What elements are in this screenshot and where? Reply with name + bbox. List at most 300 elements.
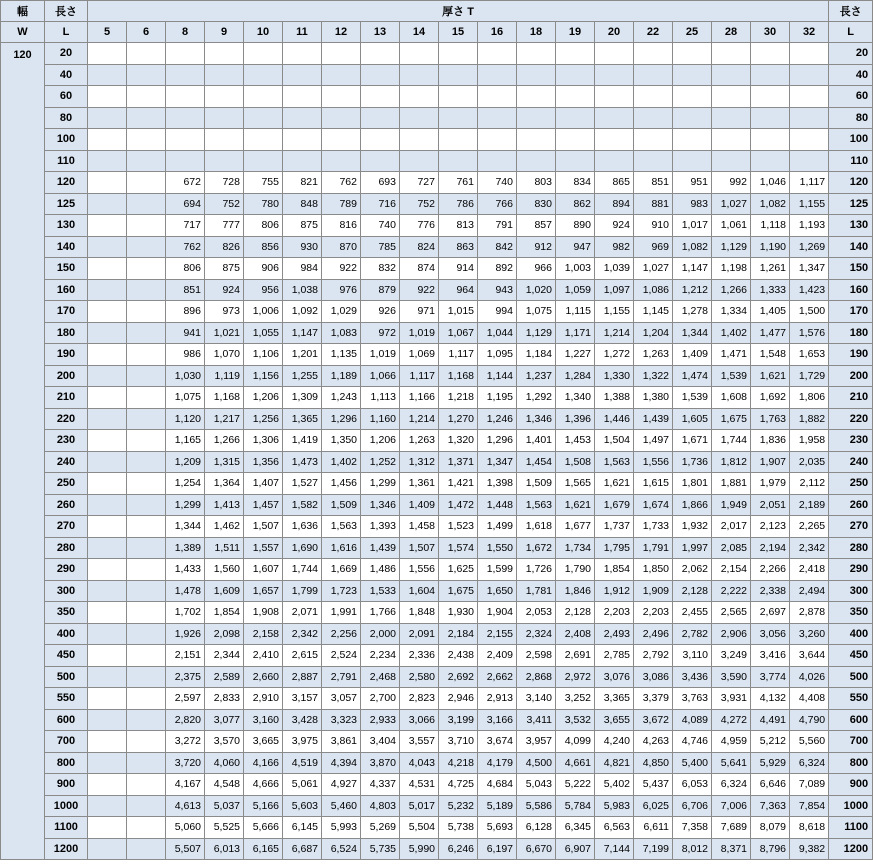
price-cell (673, 107, 712, 129)
table-row (1, 408, 873, 430)
price-cell: 727 (400, 172, 439, 194)
price-cell (595, 86, 634, 108)
price-cell: 1,599 (478, 559, 517, 581)
price-cell (556, 64, 595, 86)
price-cell: 1,115 (556, 301, 595, 323)
table-row (1, 64, 873, 86)
price-cell: 2,700 (361, 688, 400, 710)
price-cell (517, 86, 556, 108)
price-cell: 3,774 (751, 666, 790, 688)
price-cell: 3,763 (673, 688, 712, 710)
price-cell: 2,091 (400, 623, 439, 645)
price-cell: 1,675 (439, 580, 478, 602)
price-cell (127, 279, 166, 301)
table-row (1, 301, 873, 323)
price-cell: 2,913 (478, 688, 517, 710)
price-cell: 1,252 (361, 451, 400, 473)
price-cell (517, 150, 556, 172)
price-cell: 4,666 (244, 774, 283, 796)
price-cell: 2,468 (361, 666, 400, 688)
price-cell: 2,496 (634, 623, 673, 645)
price-cell: 1,147 (673, 258, 712, 280)
price-cell (88, 537, 127, 559)
price-cell: 982 (595, 236, 634, 258)
price-cell: 1,361 (400, 473, 439, 495)
price-cell: 1,296 (322, 408, 361, 430)
price-cell (88, 365, 127, 387)
length-cell: 140 (45, 236, 88, 258)
length-cell-right: 60 (829, 86, 873, 108)
price-cell: 1,155 (595, 301, 634, 323)
price-cell: 2,494 (790, 580, 829, 602)
price-cell: 1,458 (400, 516, 439, 538)
length-cell-right: 1000 (829, 795, 873, 817)
price-cell: 4,850 (634, 752, 673, 774)
price-cell: 5,460 (322, 795, 361, 817)
price-cell: 1,672 (517, 537, 556, 559)
price-cell: 1,019 (361, 344, 400, 366)
length-cell-right: 140 (829, 236, 873, 258)
price-cell: 1,069 (400, 344, 439, 366)
price-cell: 1,507 (400, 537, 439, 559)
price-cell (166, 64, 205, 86)
price-cell: 717 (166, 215, 205, 237)
price-cell (205, 150, 244, 172)
price-cell (790, 86, 829, 108)
price-cell (127, 752, 166, 774)
length-cell-right: 800 (829, 752, 873, 774)
price-cell: 2,598 (517, 645, 556, 667)
price-cell (88, 731, 127, 753)
table-row (1, 709, 873, 731)
price-cell: 1,070 (205, 344, 244, 366)
price-cell: 1,846 (556, 580, 595, 602)
price-cell: 2,256 (322, 623, 361, 645)
thickness-header-32: 32 (790, 22, 829, 43)
price-cell (751, 86, 790, 108)
price-cell: 5,784 (556, 795, 595, 817)
price-cell: 5,504 (400, 817, 439, 839)
price-cell (88, 688, 127, 710)
price-cell: 1,160 (361, 408, 400, 430)
price-cell: 1,806 (790, 387, 829, 409)
price-cell: 1,504 (595, 430, 634, 452)
price-cell: 3,870 (361, 752, 400, 774)
price-cell: 912 (517, 236, 556, 258)
price-cell (127, 430, 166, 452)
price-cell (127, 172, 166, 194)
length-cell-right: 280 (829, 537, 873, 559)
price-cell: 3,570 (205, 731, 244, 753)
price-cell: 1,198 (712, 258, 751, 280)
price-cell (127, 817, 166, 839)
price-cell: 4,394 (322, 752, 361, 774)
price-cell: 1,979 (751, 473, 790, 495)
price-cell: 1,306 (244, 430, 283, 452)
price-cell: 5,525 (205, 817, 244, 839)
table-row (1, 86, 873, 108)
price-cell: 1,625 (439, 559, 478, 581)
price-cell: 1,371 (439, 451, 478, 473)
price-cell: 2,342 (790, 537, 829, 559)
price-cell: 4,548 (205, 774, 244, 796)
price-cell: 951 (673, 172, 712, 194)
price-cell: 4,927 (322, 774, 361, 796)
price-cell: 8,012 (673, 838, 712, 860)
length-cell: 60 (45, 86, 88, 108)
price-cell (127, 236, 166, 258)
price-cell: 1,237 (517, 365, 556, 387)
length-cell-right: 900 (829, 774, 873, 796)
price-cell: 785 (361, 236, 400, 258)
price-cell: 5,402 (595, 774, 634, 796)
price-cell (673, 86, 712, 108)
price-cell: 4,263 (634, 731, 673, 753)
price-cell: 2,493 (595, 623, 634, 645)
price-cell: 1,456 (322, 473, 361, 495)
price-cell (127, 344, 166, 366)
price-cell: 1,118 (751, 215, 790, 237)
price-cell: 1,266 (205, 430, 244, 452)
price-cell: 3,720 (166, 752, 205, 774)
price-cell: 2,565 (712, 602, 751, 624)
price-cell: 956 (244, 279, 283, 301)
price-cell: 1,690 (283, 537, 322, 559)
price-cell: 1,446 (595, 408, 634, 430)
price-cell: 832 (361, 258, 400, 280)
price-cell: 1,019 (400, 322, 439, 344)
price-cell: 1,930 (439, 602, 478, 624)
price-cell: 1,539 (673, 387, 712, 409)
price-cell: 6,165 (244, 838, 283, 860)
price-cell: 969 (634, 236, 673, 258)
price-cell: 8,371 (712, 838, 751, 860)
price-cell: 1,671 (673, 430, 712, 452)
price-cell: 2,234 (361, 645, 400, 667)
price-cell: 6,687 (283, 838, 322, 860)
price-cell: 1,790 (556, 559, 595, 581)
length-cell: 270 (45, 516, 88, 538)
length-cell-right: 1200 (829, 838, 873, 860)
right-length-unit-label: L (829, 22, 873, 43)
length-cell: 200 (45, 365, 88, 387)
length-cell: 120 (45, 172, 88, 194)
price-cell: 6,524 (322, 838, 361, 860)
price-cell: 2,035 (790, 451, 829, 473)
price-cell (673, 129, 712, 151)
price-cell (361, 150, 400, 172)
price-cell: 2,128 (556, 602, 595, 624)
price-cell (361, 107, 400, 129)
price-cell: 4,089 (673, 709, 712, 731)
price-cell: 994 (478, 301, 517, 323)
price-cell (127, 731, 166, 753)
length-cell: 80 (45, 107, 88, 129)
price-cell: 1,189 (322, 365, 361, 387)
table-row (1, 344, 873, 366)
price-cell: 7,089 (790, 774, 829, 796)
table-row (1, 451, 873, 473)
price-cell: 1,256 (244, 408, 283, 430)
price-cell: 3,672 (634, 709, 673, 731)
length-cell-right: 125 (829, 193, 873, 215)
thickness-header-label: 厚さ T (88, 1, 829, 22)
price-cell: 3,411 (517, 709, 556, 731)
price-cell: 2,222 (712, 580, 751, 602)
price-cell: 1,462 (205, 516, 244, 538)
price-cell: 1,560 (205, 559, 244, 581)
price-cell: 1,389 (166, 537, 205, 559)
length-cell: 700 (45, 731, 88, 753)
price-cell: 947 (556, 236, 595, 258)
price-cell: 1,272 (595, 344, 634, 366)
price-cell: 816 (322, 215, 361, 237)
price-cell: 4,684 (478, 774, 517, 796)
price-cell: 1,621 (751, 365, 790, 387)
price-cell: 1,563 (322, 516, 361, 538)
price-cell: 1,201 (283, 344, 322, 366)
price-cell (127, 709, 166, 731)
price-cell: 1,556 (400, 559, 439, 581)
length-cell: 130 (45, 215, 88, 237)
price-cell: 851 (634, 172, 673, 194)
price-cell (88, 473, 127, 495)
price-cell: 1,615 (634, 473, 673, 495)
price-cell: 1,193 (790, 215, 829, 237)
price-cell: 3,160 (244, 709, 283, 731)
price-cell (88, 107, 127, 129)
price-cell: 7,358 (673, 817, 712, 839)
price-cell: 694 (166, 193, 205, 215)
length-cell-right: 260 (829, 494, 873, 516)
price-cell: 1,145 (634, 301, 673, 323)
price-cell: 6,324 (790, 752, 829, 774)
price-cell: 1,557 (244, 537, 283, 559)
price-cell: 5,507 (166, 838, 205, 860)
price-cell (88, 430, 127, 452)
price-cell: 1,061 (712, 215, 751, 237)
price-cell: 881 (634, 193, 673, 215)
table-row (1, 666, 873, 688)
price-cell: 2,692 (439, 666, 478, 688)
price-cell: 752 (205, 193, 244, 215)
price-cell: 1,926 (166, 623, 205, 645)
length-cell: 150 (45, 258, 88, 280)
price-cell: 672 (166, 172, 205, 194)
price-cell: 2,000 (361, 623, 400, 645)
price-cell (127, 322, 166, 344)
price-cell (400, 129, 439, 151)
price-cell: 1,791 (634, 537, 673, 559)
price-cell (127, 795, 166, 817)
price-cell (127, 666, 166, 688)
price-cell: 1,533 (361, 580, 400, 602)
price-cell: 1,055 (244, 322, 283, 344)
price-cell: 1,563 (595, 451, 634, 473)
table-row (1, 752, 873, 774)
price-cell: 1,477 (751, 322, 790, 344)
price-cell: 2,820 (166, 709, 205, 731)
length-cell-right: 1100 (829, 817, 873, 839)
price-cell (127, 43, 166, 65)
table-row (1, 430, 873, 452)
price-cell (127, 516, 166, 538)
price-cell (88, 322, 127, 344)
length-cell: 800 (45, 752, 88, 774)
price-cell: 2,266 (751, 559, 790, 581)
price-cell: 984 (283, 258, 322, 280)
price-cell: 766 (478, 193, 517, 215)
price-cell: 3,665 (244, 731, 283, 753)
price-cell: 1,312 (400, 451, 439, 473)
length-cell: 230 (45, 430, 88, 452)
price-cell: 1,908 (244, 602, 283, 624)
price-cell: 1,473 (283, 451, 322, 473)
price-cell: 2,823 (400, 688, 439, 710)
price-cell (634, 86, 673, 108)
price-cell: 4,179 (478, 752, 517, 774)
price-cell: 1,882 (790, 408, 829, 430)
price-cell: 1,795 (595, 537, 634, 559)
length-cell: 100 (45, 129, 88, 151)
price-cell (127, 688, 166, 710)
price-cell: 1,346 (361, 494, 400, 516)
price-cell (751, 107, 790, 129)
price-cell: 1,156 (244, 365, 283, 387)
price-cell: 1,409 (673, 344, 712, 366)
price-cell: 1,204 (634, 322, 673, 344)
thickness-header-8: 8 (166, 22, 205, 43)
price-cell: 2,098 (205, 623, 244, 645)
price-cell: 1,021 (205, 322, 244, 344)
price-cell: 1,059 (556, 279, 595, 301)
price-cell: 848 (283, 193, 322, 215)
price-cell: 1,117 (439, 344, 478, 366)
price-cell (478, 64, 517, 86)
price-cell: 1,092 (283, 301, 322, 323)
price-cell: 1,350 (322, 430, 361, 452)
price-cell: 1,605 (673, 408, 712, 430)
price-cell: 3,674 (478, 731, 517, 753)
price-cell (790, 107, 829, 129)
table-row (1, 516, 873, 538)
price-cell: 1,083 (322, 322, 361, 344)
price-cell: 4,099 (556, 731, 595, 753)
width-value: 120 (1, 43, 45, 860)
price-cell: 1,334 (712, 301, 751, 323)
price-cell: 3,272 (166, 731, 205, 753)
price-cell: 1,117 (790, 172, 829, 194)
price-cell (283, 64, 322, 86)
price-cell (88, 193, 127, 215)
price-cell: 1,299 (361, 473, 400, 495)
price-cell: 851 (166, 279, 205, 301)
price-cell: 5,017 (400, 795, 439, 817)
price-cell: 1,168 (205, 387, 244, 409)
price-cell: 4,821 (595, 752, 634, 774)
price-cell: 4,491 (751, 709, 790, 731)
price-cell (634, 64, 673, 86)
price-cell: 5,166 (244, 795, 283, 817)
price-cell: 2,438 (439, 645, 478, 667)
price-cell: 1,402 (322, 451, 361, 473)
price-cell: 1,507 (244, 516, 283, 538)
price-cell: 1,726 (517, 559, 556, 581)
price-cell (88, 344, 127, 366)
price-cell: 5,437 (634, 774, 673, 796)
table-row (1, 602, 873, 624)
price-cell (127, 64, 166, 86)
price-cell: 3,557 (400, 731, 439, 753)
price-cell (439, 43, 478, 65)
price-cell: 1,848 (400, 602, 439, 624)
price-cell (88, 795, 127, 817)
price-cell: 1,548 (751, 344, 790, 366)
price-cell: 1,669 (322, 559, 361, 581)
price-cell: 2,336 (400, 645, 439, 667)
price-cell: 5,586 (517, 795, 556, 817)
price-cell: 906 (244, 258, 283, 280)
price-cell (790, 64, 829, 86)
price-cell (88, 666, 127, 688)
price-cell: 1,723 (322, 580, 361, 602)
price-cell (166, 43, 205, 65)
thickness-header-15: 15 (439, 22, 478, 43)
price-cell (478, 129, 517, 151)
price-cell: 7,854 (790, 795, 829, 817)
price-cell: 1,550 (478, 537, 517, 559)
price-cell: 6,025 (634, 795, 673, 817)
price-cell (205, 64, 244, 86)
price-cell: 740 (361, 215, 400, 237)
price-cell: 2,154 (712, 559, 751, 581)
price-cell: 976 (322, 279, 361, 301)
thickness-header-14: 14 (400, 22, 439, 43)
price-cell: 892 (478, 258, 517, 280)
price-cell (88, 236, 127, 258)
length-cell-right: 400 (829, 623, 873, 645)
price-cell: 2,615 (283, 645, 322, 667)
price-cell: 2,051 (751, 494, 790, 516)
length-cell-right: 150 (829, 258, 873, 280)
price-cell: 2,053 (517, 602, 556, 624)
price-cell: 4,803 (361, 795, 400, 817)
price-cell: 1,453 (556, 430, 595, 452)
price-cell (88, 559, 127, 581)
price-cell: 1,409 (400, 494, 439, 516)
price-cell: 2,660 (244, 666, 283, 688)
price-cell: 1,029 (322, 301, 361, 323)
price-cell: 1,500 (790, 301, 829, 323)
price-cell: 1,508 (556, 451, 595, 473)
price-cell: 4,218 (439, 752, 478, 774)
price-cell: 1,292 (517, 387, 556, 409)
price-cell: 4,613 (166, 795, 205, 817)
price-cell: 752 (400, 193, 439, 215)
price-cell (88, 774, 127, 796)
price-cell: 2,597 (166, 688, 205, 710)
price-cell: 3,323 (322, 709, 361, 731)
price-cell: 1,733 (634, 516, 673, 538)
price-cell: 3,710 (439, 731, 478, 753)
table-row (1, 215, 873, 237)
price-cell: 1,263 (634, 344, 673, 366)
price-cell: 3,379 (634, 688, 673, 710)
price-cell: 973 (205, 301, 244, 323)
price-cell: 4,531 (400, 774, 439, 796)
price-cell (88, 838, 127, 860)
price-cell: 5,993 (322, 817, 361, 839)
